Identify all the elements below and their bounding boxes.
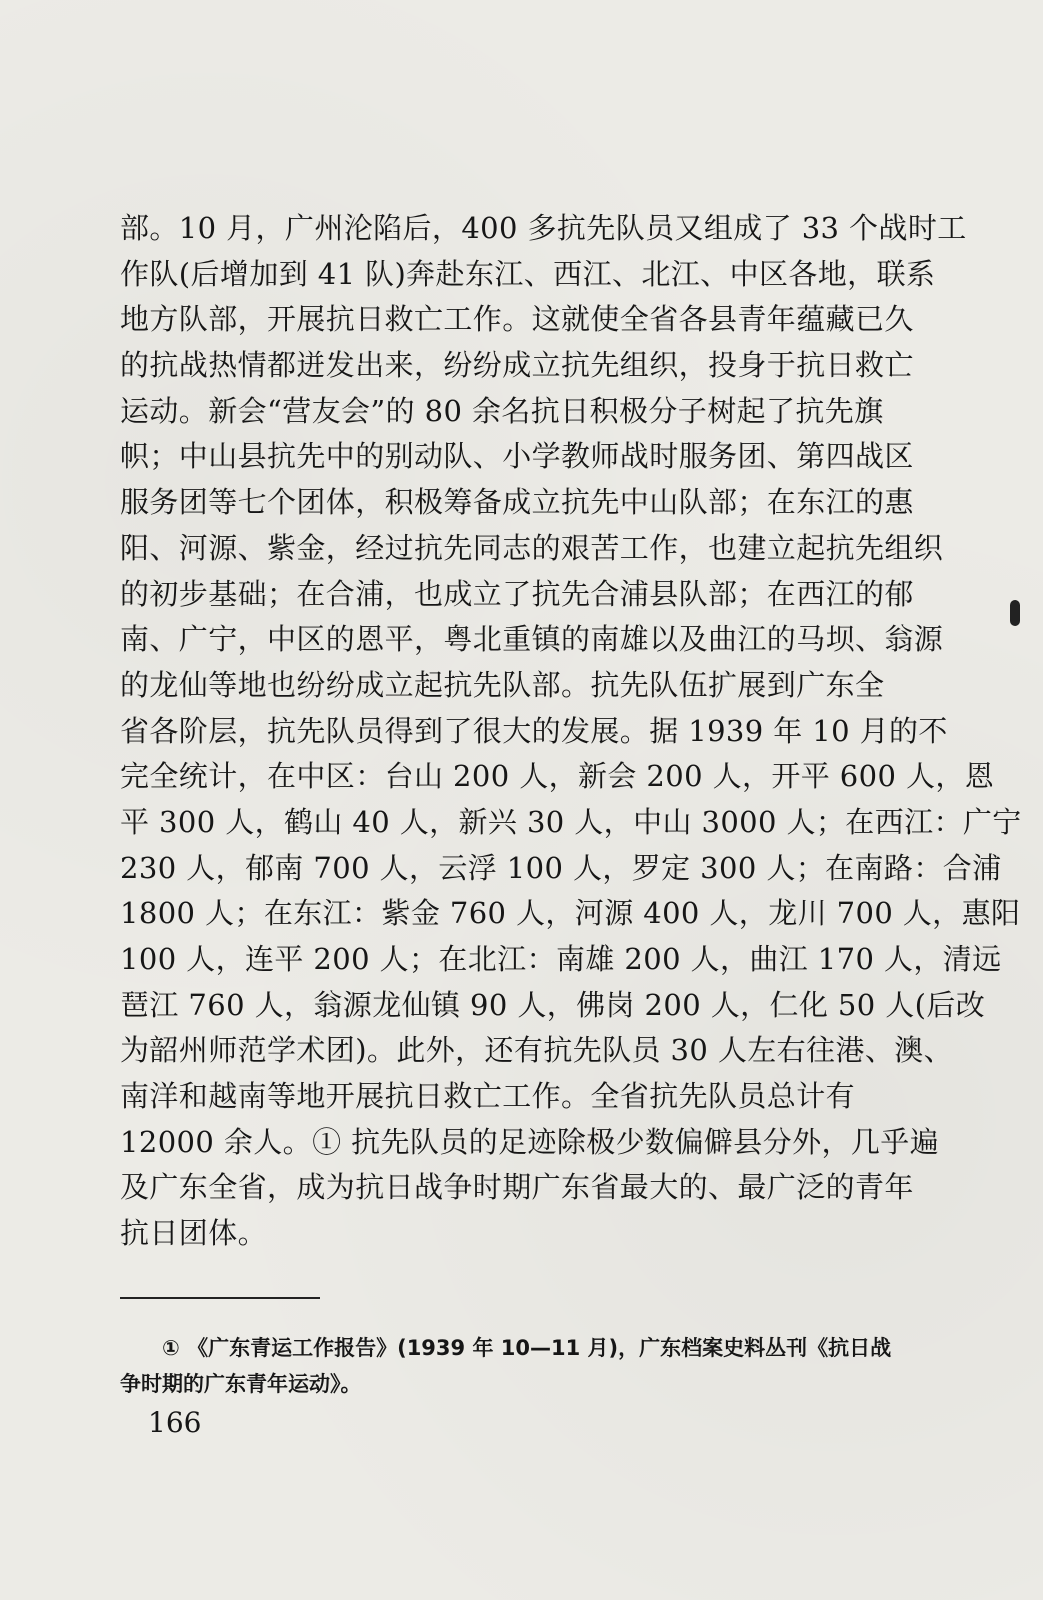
body-line: 服务团等七个团体，积极筹备成立抗先中山队部；在东江的惠 [120,485,914,520]
body-line: 完全统计，在中区：台山 200 人，新会 200 人，开平 600 人，恩 [120,759,995,794]
body-line: 抗日团体。 [120,1216,268,1251]
body-line: 平 300 人，鹤山 40 人，新兴 30 人，中山 3000 人；在西江：广宁 [120,804,1022,839]
body-line: 的初步基础；在合浦，也成立了抗先合浦县队部；在西江的郁 [120,576,914,611]
page-number: 166 [148,1406,202,1439]
body-line: 部。10 月，广州沦陷后，400 多抗先队员又组成了 33 个战时工 [120,211,967,245]
body-line: 运动。新会“营友会”的 80 余名抗日积极分子树起了抗先旗 [120,393,884,428]
body-line: 为韶州师范学术团)。此外，还有抗先队员 30 人左右往港、澳、 [120,1033,954,1068]
body-line: 的抗战热情都迸发出来，纷纷成立抗先组织，投身于抗日救亡 [120,348,914,383]
body-line: 12000 余人。① 抗先队员的足迹除极少数偏僻县分外，几乎遍 [120,1124,940,1159]
footnote-line: ① 《广东青运工作报告》(1939 年 10—11 月)，广东档案史料丛刊《抗日战 [162,1336,892,1360]
body-line: 230 人，郁南 700 人，云浮 100 人，罗定 300 人；在南路：合浦 [120,850,1002,885]
body-line: 帜；中山县抗先中的别动队、小学教师战时服务团、第四战区 [120,439,914,474]
body-line: 的龙仙等地也纷纷成立起抗先队部。抗先队伍扩展到广东全 [120,667,885,702]
body-line: 南洋和越南等地开展抗日救亡工作。全省抗先队员总计有 [120,1079,856,1114]
body-line: 地方队部，开展抗日救亡工作。这就使全省各县青年蕴藏已久 [120,302,914,337]
body-line: 及广东全省，成为抗日战争时期广东省最大的、最广泛的青年 [120,1170,914,1205]
body-line: 100 人，连平 200 人；在北江：南雄 200 人，曲江 170 人，清远 [120,942,1002,976]
body-line: 阳、河源、紫金，经过抗先同志的艰苦工作，也建立起抗先组织 [120,530,944,565]
body-line: 省各阶层，抗先队员得到了很大的发展。据 1939 年 10 月的不 [120,713,948,748]
footnote-divider [120,1297,320,1299]
body-line: 南、广宁，中区的恩平，粤北重镇的南雄以及曲江的马坝、翁源 [120,622,944,657]
binding-mark [1010,600,1020,626]
body-text [120,206,1022,1257]
body-line: 琶江 760 人，翁源龙仙镇 90 人，佛岗 200 人，仁化 50 人(后改 [120,987,986,1022]
footnote [120,1330,920,1402]
footnote-line: 争时期的广东青年运动》。 [120,1372,362,1396]
body-line: 1800 人；在东江：紫金 760 人，河源 400 人，龙川 700 人，惠阳 [120,896,1021,931]
body-line: 作队(后增加到 41 队)奔赴东江、西江、北江、中区各地，联系 [120,256,936,291]
